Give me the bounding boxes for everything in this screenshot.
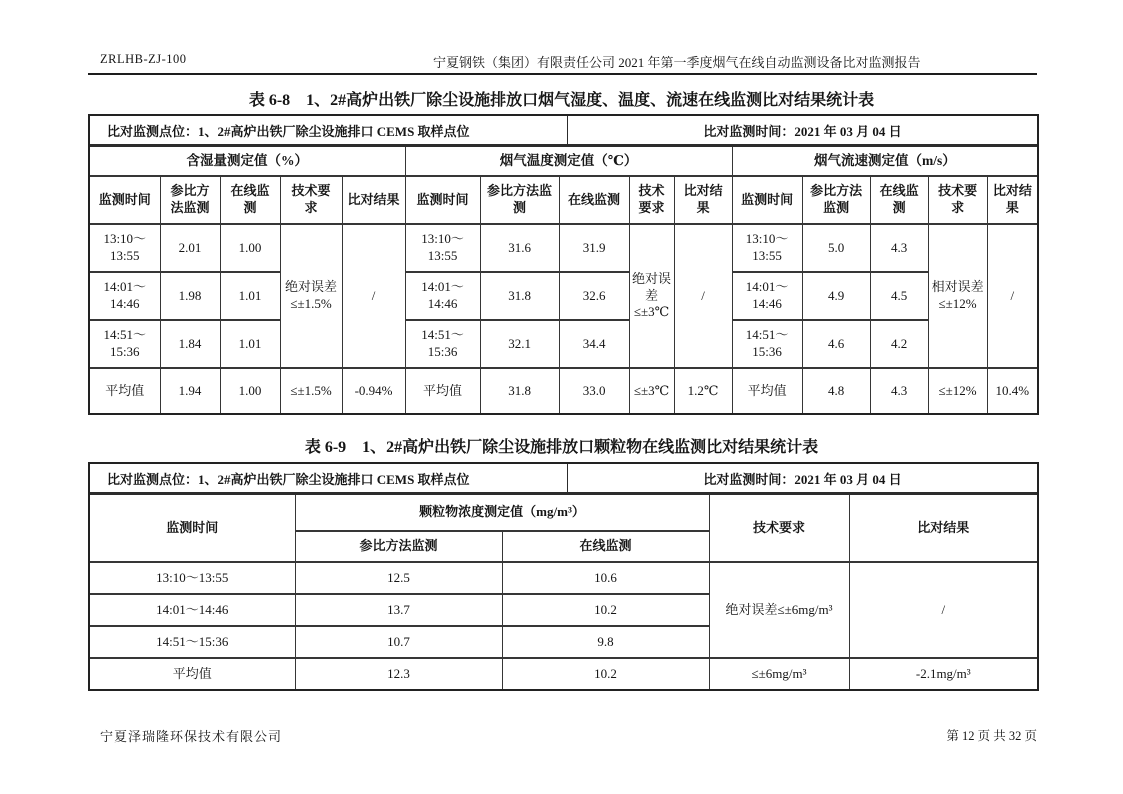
- time-range-cell: 14:01～14:46: [732, 272, 802, 320]
- column-header-time: 监测时间: [90, 176, 160, 224]
- column-header-tech: 技术要求: [928, 176, 987, 224]
- online-value-cell: 1.01: [220, 320, 280, 368]
- average-reference-cell: 12.3: [295, 658, 502, 689]
- reference-value-cell: 4.6: [802, 320, 870, 368]
- table-6-9-meta-row: [90, 464, 1037, 495]
- column-header-tech: 技术要求: [629, 176, 674, 224]
- time-range-cell: 14:51～15:36: [90, 320, 160, 368]
- table-6-8-caption-label: 表 6-8: [248, 92, 291, 109]
- average-tech-cell: ≤±1.5%: [280, 368, 342, 413]
- column-header-result: 比对结果: [342, 176, 405, 224]
- average-label-cell: 平均值: [90, 368, 160, 413]
- time-range-cell: 14:51～15:36: [90, 626, 295, 658]
- time-range-cell: 13:10～13:55: [732, 224, 802, 272]
- table-6-8-meta-row: [90, 116, 1037, 147]
- table-6-8-grid: [90, 147, 1037, 413]
- time-range-cell: 13:10～13:55: [90, 562, 295, 594]
- average-label-cell: 平均值: [732, 368, 802, 413]
- monitoring-point-cell: 比对监测点位：1、2#高炉出铁厂除尘设施排口 CEMS 取样点位: [107, 123, 470, 139]
- reference-value-cell: 1.84: [160, 320, 220, 368]
- doc-code: ZRLHB-ZJ-100: [100, 52, 187, 66]
- average-online-cell: 4.3: [870, 368, 928, 413]
- column-header-reference: 参比方法监测: [295, 531, 502, 562]
- section-header-velocity: 烟气流速测定值（m/s）: [732, 147, 1037, 176]
- tech-requirement-cell: 绝对误差≤±6mg/m³: [709, 562, 849, 658]
- online-value-cell: 10.6: [502, 562, 709, 594]
- reference-value-cell: 12.5: [295, 562, 502, 594]
- column-header-online: 在线监测: [559, 176, 629, 224]
- column-header-tech: 技术要求: [280, 176, 342, 224]
- reference-value-cell: 2.01: [160, 224, 220, 272]
- online-value-cell: 31.9: [559, 224, 629, 272]
- average-result-cell: -2.1mg/m³: [849, 658, 1037, 689]
- time-range-cell: 13:10～13:55: [405, 224, 480, 272]
- column-header-result: 比对结果: [849, 495, 1037, 562]
- column-header-time: 监测时间: [405, 176, 480, 224]
- compare-result-cell: /: [674, 224, 732, 368]
- online-value-cell: 4.2: [870, 320, 928, 368]
- average-result-cell: 1.2℃: [674, 368, 732, 413]
- column-header-result: 比对结果: [987, 176, 1037, 224]
- average-online-cell: 10.2: [502, 658, 709, 689]
- monitoring-time-cell: 比对监测时间：2021 年 03 月 04 日: [567, 116, 1037, 144]
- reference-value-cell: 13.7: [295, 594, 502, 626]
- time-range-cell: 14:51～15:36: [405, 320, 480, 368]
- average-online-cell: 33.0: [559, 368, 629, 413]
- compare-result-cell: /: [849, 562, 1037, 658]
- column-header-reference: 参比方法监测: [480, 176, 559, 224]
- online-value-cell: 4.5: [870, 272, 928, 320]
- column-header-reference: 参比方法监测: [802, 176, 870, 224]
- table-6-8: [88, 114, 1039, 415]
- time-range-cell: 14:01～14:46: [90, 594, 295, 626]
- reference-value-cell: 32.1: [480, 320, 559, 368]
- column-header-reference: 参比方法监测: [160, 176, 220, 224]
- average-label-cell: 平均值: [90, 658, 295, 689]
- report-header-title: 宁夏钢铁（集团）有限责任公司 2021 年第一季度烟气在线自动监测设备比对监测报告: [433, 55, 921, 70]
- tech-requirement-cell: 绝对误差≤±3℃: [629, 224, 674, 368]
- monitoring-time-cell: 比对监测时间：2021 年 03 月 04 日: [567, 464, 1037, 492]
- time-range-cell: 14:01～14:46: [405, 272, 480, 320]
- time-range-cell: 14:51～15:36: [732, 320, 802, 368]
- tech-requirement-cell: 相对误差≤±12%: [928, 224, 987, 368]
- footer-company: 宁夏泽瑞隆环保技术有限公司: [100, 729, 283, 744]
- average-label-cell: 平均值: [405, 368, 480, 413]
- compare-result-cell: /: [987, 224, 1037, 368]
- time-range-cell: 14:01～14:46: [90, 272, 160, 320]
- table-6-9: [88, 462, 1039, 691]
- table-6-8-caption-text: 1、2#高炉出铁厂除尘设施排放口烟气湿度、温度、流速在线监测比对结果统计表: [306, 92, 875, 109]
- average-reference-cell: 4.8: [802, 368, 870, 413]
- online-value-cell: 32.6: [559, 272, 629, 320]
- online-value-cell: 4.3: [870, 224, 928, 272]
- header-rule: [88, 73, 1037, 75]
- table-6-9-caption-text: 1、2#高炉出铁厂除尘设施排放口颗粒物在线监测比对结果统计表: [362, 439, 819, 456]
- reference-value-cell: 31.8: [480, 272, 559, 320]
- section-header-temperature: 烟气温度测定值（℃）: [405, 147, 732, 176]
- reference-value-cell: 5.0: [802, 224, 870, 272]
- table-6-9-grid: [90, 495, 1037, 689]
- column-header-online: 在线监测: [870, 176, 928, 224]
- reference-value-cell: 31.6: [480, 224, 559, 272]
- compare-result-cell: /: [342, 224, 405, 368]
- online-value-cell: 1.01: [220, 272, 280, 320]
- average-tech-cell: ≤±6mg/m³: [709, 658, 849, 689]
- average-reference-cell: 31.8: [480, 368, 559, 413]
- table-6-9-caption-label: 表 6-9: [304, 439, 347, 456]
- column-header-online: 在线监测: [502, 531, 709, 562]
- online-value-cell: 1.00: [220, 224, 280, 272]
- reference-value-cell: 10.7: [295, 626, 502, 658]
- time-range-cell: 13:10～13:55: [90, 224, 160, 272]
- column-group-header-particulate: 颗粒物浓度测定值（mg/m³）: [295, 495, 709, 531]
- column-header-time: 监测时间: [732, 176, 802, 224]
- table-6-8-caption: [0, 87, 1123, 110]
- section-header-humidity: 含湿量测定值（%）: [90, 147, 405, 176]
- reference-value-cell: 4.9: [802, 272, 870, 320]
- average-tech-cell: ≤±3℃: [629, 368, 674, 413]
- average-result-cell: -0.94%: [342, 368, 405, 413]
- online-value-cell: 34.4: [559, 320, 629, 368]
- average-online-cell: 1.00: [220, 368, 280, 413]
- column-header-time: 监测时间: [90, 495, 295, 562]
- online-value-cell: 10.2: [502, 594, 709, 626]
- monitoring-point-cell: 比对监测点位：1、2#高炉出铁厂除尘设施排口 CEMS 取样点位: [107, 471, 470, 487]
- online-value-cell: 9.8: [502, 626, 709, 658]
- footer-page-number: 第 12 页 共 32 页: [946, 729, 1037, 743]
- reference-value-cell: 1.98: [160, 272, 220, 320]
- table-6-9-caption: [0, 434, 1123, 457]
- tech-requirement-cell: 绝对误差≤±1.5%: [280, 224, 342, 368]
- average-reference-cell: 1.94: [160, 368, 220, 413]
- average-tech-cell: ≤±12%: [928, 368, 987, 413]
- column-header-result: 比对结果: [674, 176, 732, 224]
- average-result-cell: 10.4%: [987, 368, 1037, 413]
- column-header-online: 在线监测: [220, 176, 280, 224]
- column-header-tech: 技术要求: [709, 495, 849, 562]
